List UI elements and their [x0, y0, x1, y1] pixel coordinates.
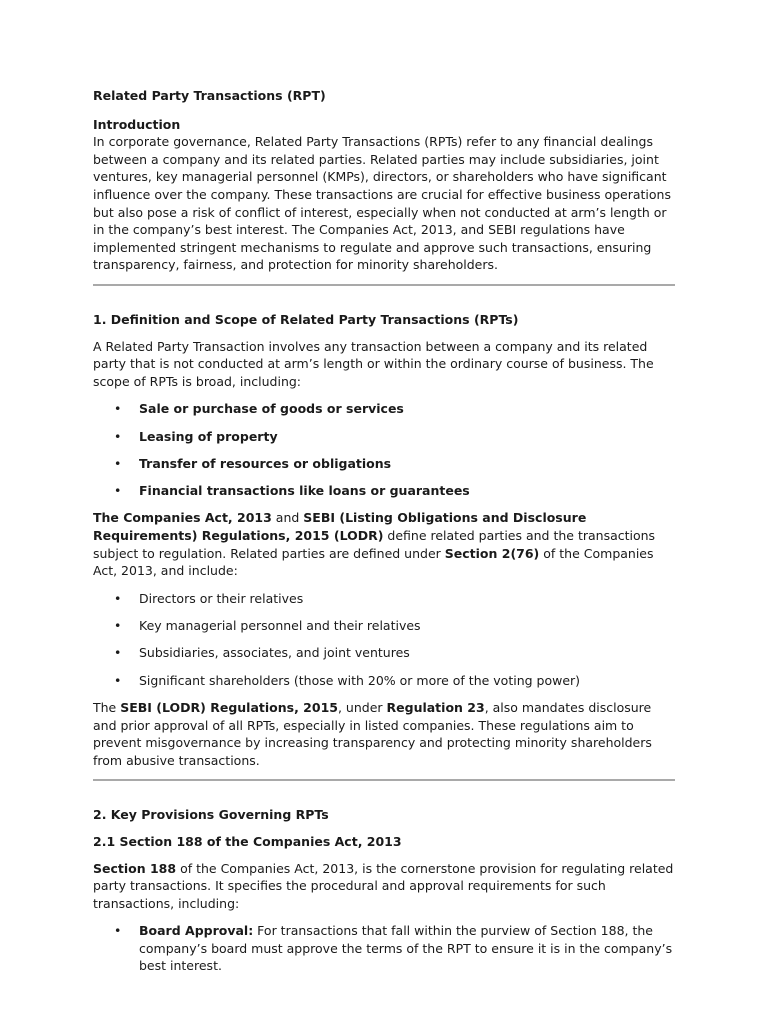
list-item-text: Financial transactions like loans or guarantees [139, 483, 470, 499]
list-item [93, 644, 675, 662]
sebi-regulation-paragraph: The SEBI (LODR) Regulations, 2015, under Regulation 23, also mandates disclosure and prior approval of all RPTs, especially in listed companies. These regulations aim to prevent misgovernance by increasing transparency and protecting minority shareholders from abusive transactions. [93, 699, 652, 768]
list-item-text: Key managerial personnel and their relatives [139, 618, 421, 634]
regulation-23-term: Regulation 23 [386, 699, 485, 715]
document-page [93, 87, 675, 985]
list-item [93, 617, 675, 635]
list-item-text: Directors or their relatives [139, 590, 304, 606]
section-2-1-heading: 2.1 Section 188 of the Companies Act, 2013 [93, 833, 402, 849]
bullet-icon: • [114, 455, 122, 471]
list-item-text: Leasing of property [139, 428, 278, 444]
section-188-paragraph: Section 188 of the Companies Act, 2013, is the cornerstone provision for regulating related party transactions. It specifies the procedural and approval requirements for such transactions, including: [93, 860, 674, 911]
rpt-scope-list [93, 400, 675, 499]
bullet-icon: • [114, 645, 122, 661]
section-2-heading: 2. Key Provisions Governing RPTs [93, 807, 329, 823]
list-item-text: Subsidiaries, associates, and joint ventures [139, 645, 410, 661]
section-188-term: Section 188 [93, 860, 177, 876]
bullet-icon: • [114, 428, 122, 444]
list-item-text: For transactions that fall within the purview of Section 188, the company’s board must approve the terms of the RPT to ensure it is in the company’s best interest. [139, 923, 673, 974]
list-item [93, 482, 675, 500]
section-2-76-term: Section 2(76) [444, 545, 540, 561]
intro-paragraph: In corporate governance, Related Party Transactions (RPTs) refer to any financial dealings between a company and its related parties. Related parties may include subsidiaries, joint ventures, key managerial personnel (KMPs), directors, or shareholders who have significant influence over the company. These transactions are crucial for effective business operations but also pose a risk of conflict of interest, especially when not conducted at arm’s length or in the company’s best interest. The Companies Act, 2013, and SEBI regulations have implemented stringent mechanisms to regulate and approve such transactions, ensuring transparency, fairness, and protection for minority shareholders. [93, 134, 671, 273]
section-divider [93, 284, 675, 286]
related-parties-definition-paragraph: The Companies Act, 2013 and SEBI (Listing Obligations and Disclosure Requirements) Regulations, 2015 (LODR) define related parties and the transactions subject to regulation. Related parties are defined under Section 2(76) of the Companies Act, 2013, and include: [93, 510, 656, 579]
document-title: Related Party Transactions (RPT) [93, 88, 326, 103]
list-item [93, 672, 675, 690]
bullet-icon: • [114, 401, 122, 417]
list-item-text: Transfer of resources or obligations [139, 455, 392, 471]
sebi-lodr-2015-term: SEBI (LODR) Regulations, 2015 [120, 699, 338, 715]
section-divider [93, 779, 675, 781]
section-188-requirements-list [93, 922, 675, 975]
list-item [93, 590, 675, 608]
section-1-heading: 1. Definition and Scope of Related Party Transactions (RPTs) [93, 311, 519, 327]
intro-heading: Introduction [93, 116, 181, 132]
list-item-text: Significant shareholders (those with 20% or more of the voting power) [139, 672, 581, 688]
bullet-icon: • [114, 483, 122, 499]
list-item [93, 400, 675, 418]
bullet-icon: • [114, 923, 122, 939]
list-item [93, 428, 675, 446]
companies-act-term: The Companies Act, 2013 [93, 510, 272, 526]
bullet-icon: • [114, 590, 122, 606]
bullet-icon: • [114, 618, 122, 634]
bullet-icon: • [114, 672, 122, 688]
list-item-label: Board Approval: [139, 923, 254, 939]
list-item-text: Sale or purchase of goods or services [139, 401, 404, 417]
related-parties-list [93, 590, 675, 689]
list-item [93, 922, 675, 975]
sebi-lodr-term: SEBI (Listing Obligations and Disclosure Requirements) Regulations, 2015 (LODR) [93, 510, 587, 544]
section-1-intro-paragraph: A Related Party Transaction involves any transaction between a company and its related party that is not conducted at arm’s length or within the ordinary course of business. The scope of RPTs is broad, including: [93, 338, 654, 389]
list-item [93, 455, 675, 473]
